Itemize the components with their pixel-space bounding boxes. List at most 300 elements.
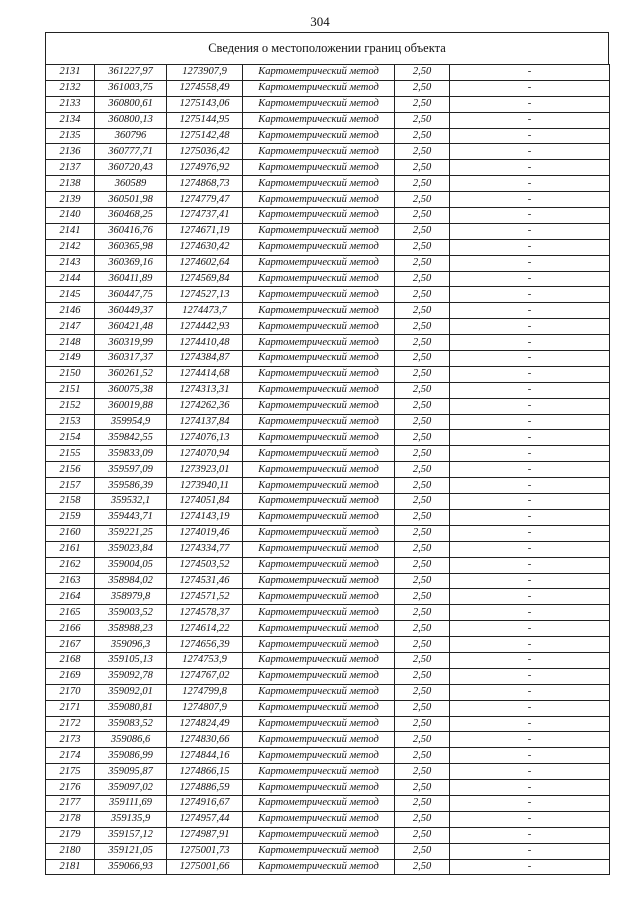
table-row <box>46 414 610 430</box>
method-cell: Картометрический метод <box>243 65 395 81</box>
method-cell: Картометрический метод <box>243 621 395 637</box>
y-coordinate-cell: 1274503,52 <box>167 557 243 573</box>
method-cell: Картометрический метод <box>243 319 395 335</box>
description-cell: - <box>450 716 610 732</box>
x-coordinate-cell: 361227,97 <box>95 65 167 81</box>
x-coordinate-cell: 359842,55 <box>95 430 167 446</box>
y-coordinate-cell: 1274051,84 <box>167 494 243 510</box>
method-cell: Картометрический метод <box>243 160 395 176</box>
table-row <box>46 430 610 446</box>
accuracy-cell: 2,50 <box>395 128 450 144</box>
table-row <box>46 827 610 843</box>
accuracy-cell: 2,50 <box>395 319 450 335</box>
table-row <box>46 398 610 414</box>
point-number-cell: 2175 <box>46 764 95 780</box>
y-coordinate-cell: 1273940,11 <box>167 478 243 494</box>
x-coordinate-cell: 360777,71 <box>95 144 167 160</box>
accuracy-cell: 2,50 <box>395 700 450 716</box>
x-coordinate-cell: 359833,09 <box>95 446 167 462</box>
x-coordinate-cell: 359111,69 <box>95 795 167 811</box>
y-coordinate-cell: 1274569,84 <box>167 271 243 287</box>
description-cell: - <box>450 795 610 811</box>
y-coordinate-cell: 1275001,73 <box>167 843 243 859</box>
accuracy-cell: 2,50 <box>395 478 450 494</box>
description-cell: - <box>450 382 610 398</box>
x-coordinate-cell: 361003,75 <box>95 80 167 96</box>
x-coordinate-cell: 360261,52 <box>95 366 167 382</box>
accuracy-cell: 2,50 <box>395 65 450 81</box>
method-cell: Картометрический метод <box>243 192 395 208</box>
description-cell: - <box>450 96 610 112</box>
y-coordinate-cell: 1274602,64 <box>167 255 243 271</box>
x-coordinate-cell: 359586,39 <box>95 478 167 494</box>
table-row <box>46 557 610 573</box>
point-number-cell: 2170 <box>46 684 95 700</box>
method-cell: Картометрический метод <box>243 398 395 414</box>
x-coordinate-cell: 359004,05 <box>95 557 167 573</box>
y-coordinate-cell: 1274799,8 <box>167 684 243 700</box>
y-coordinate-cell: 1274410,48 <box>167 335 243 351</box>
point-number-cell: 2134 <box>46 112 95 128</box>
method-cell: Картометрический метод <box>243 700 395 716</box>
point-number-cell: 2172 <box>46 716 95 732</box>
table-row <box>46 684 610 700</box>
method-cell: Картометрический метод <box>243 223 395 239</box>
x-coordinate-cell: 359092,01 <box>95 684 167 700</box>
y-coordinate-cell: 1274779,47 <box>167 192 243 208</box>
description-cell: - <box>450 319 610 335</box>
x-coordinate-cell: 358988,23 <box>95 621 167 637</box>
y-coordinate-cell: 1274558,49 <box>167 80 243 96</box>
description-cell: - <box>450 573 610 589</box>
x-coordinate-cell: 360019,88 <box>95 398 167 414</box>
point-number-cell: 2150 <box>46 366 95 382</box>
description-cell: - <box>450 811 610 827</box>
method-cell: Картометрический метод <box>243 382 395 398</box>
accuracy-cell: 2,50 <box>395 652 450 668</box>
y-coordinate-cell: 1274070,94 <box>167 446 243 462</box>
table-row <box>46 478 610 494</box>
y-coordinate-cell: 1273907,9 <box>167 65 243 81</box>
table-row <box>46 271 610 287</box>
description-cell: - <box>450 652 610 668</box>
accuracy-cell: 2,50 <box>395 668 450 684</box>
y-coordinate-cell: 1274019,46 <box>167 525 243 541</box>
x-coordinate-cell: 360449,37 <box>95 303 167 319</box>
description-cell: - <box>450 398 610 414</box>
point-number-cell: 2166 <box>46 621 95 637</box>
point-number-cell: 2153 <box>46 414 95 430</box>
y-coordinate-cell: 1274414,68 <box>167 366 243 382</box>
y-coordinate-cell: 1274143,19 <box>167 509 243 525</box>
coordinates-table <box>45 64 610 875</box>
y-coordinate-cell: 1274866,15 <box>167 764 243 780</box>
method-cell: Картометрический метод <box>243 748 395 764</box>
accuracy-cell: 2,50 <box>395 637 450 653</box>
method-cell: Картометрический метод <box>243 478 395 494</box>
x-coordinate-cell: 359532,1 <box>95 494 167 510</box>
method-cell: Картометрический метод <box>243 414 395 430</box>
x-coordinate-cell: 360447,75 <box>95 287 167 303</box>
point-number-cell: 2131 <box>46 65 95 81</box>
table-row <box>46 780 610 796</box>
y-coordinate-cell: 1275143,06 <box>167 96 243 112</box>
y-coordinate-cell: 1274916,67 <box>167 795 243 811</box>
description-cell: - <box>450 541 610 557</box>
accuracy-cell: 2,50 <box>395 112 450 128</box>
point-number-cell: 2143 <box>46 255 95 271</box>
accuracy-cell: 2,50 <box>395 589 450 605</box>
x-coordinate-cell: 359066,93 <box>95 859 167 875</box>
accuracy-cell: 2,50 <box>395 192 450 208</box>
y-coordinate-cell: 1274442,93 <box>167 319 243 335</box>
y-coordinate-cell: 1274262,36 <box>167 398 243 414</box>
method-cell: Картометрический метод <box>243 573 395 589</box>
description-cell: - <box>450 446 610 462</box>
x-coordinate-cell: 359135,9 <box>95 811 167 827</box>
accuracy-cell: 2,50 <box>395 525 450 541</box>
x-coordinate-cell: 358979,8 <box>95 589 167 605</box>
point-number-cell: 2149 <box>46 351 95 367</box>
accuracy-cell: 2,50 <box>395 96 450 112</box>
point-number-cell: 2146 <box>46 303 95 319</box>
y-coordinate-cell: 1274076,13 <box>167 430 243 446</box>
table-row <box>46 287 610 303</box>
y-coordinate-cell: 1274571,52 <box>167 589 243 605</box>
description-cell: - <box>450 589 610 605</box>
accuracy-cell: 2,50 <box>395 144 450 160</box>
table-row <box>46 541 610 557</box>
y-coordinate-cell: 1275036,42 <box>167 144 243 160</box>
table-row <box>46 192 610 208</box>
y-coordinate-cell: 1275001,66 <box>167 859 243 875</box>
accuracy-cell: 2,50 <box>395 557 450 573</box>
method-cell: Картометрический метод <box>243 176 395 192</box>
description-cell: - <box>450 80 610 96</box>
method-cell: Картометрический метод <box>243 208 395 224</box>
point-number-cell: 2136 <box>46 144 95 160</box>
point-number-cell: 2147 <box>46 319 95 335</box>
x-coordinate-cell: 360369,16 <box>95 255 167 271</box>
accuracy-cell: 2,50 <box>395 223 450 239</box>
x-coordinate-cell: 359097,02 <box>95 780 167 796</box>
x-coordinate-cell: 360416,76 <box>95 223 167 239</box>
table-row <box>46 605 610 621</box>
method-cell: Картометрический метод <box>243 716 395 732</box>
point-number-cell: 2169 <box>46 668 95 684</box>
table-row <box>46 525 610 541</box>
point-number-cell: 2177 <box>46 795 95 811</box>
y-coordinate-cell: 1274313,31 <box>167 382 243 398</box>
description-cell: - <box>450 176 610 192</box>
description-cell: - <box>450 65 610 81</box>
table-row <box>46 509 610 525</box>
method-cell: Картометрический метод <box>243 843 395 859</box>
description-cell: - <box>450 668 610 684</box>
x-coordinate-cell: 359092,78 <box>95 668 167 684</box>
method-cell: Картометрический метод <box>243 271 395 287</box>
x-coordinate-cell: 360365,98 <box>95 239 167 255</box>
table-row <box>46 494 610 510</box>
table-row <box>46 637 610 653</box>
point-number-cell: 2139 <box>46 192 95 208</box>
x-coordinate-cell: 359086,6 <box>95 732 167 748</box>
table-row <box>46 160 610 176</box>
method-cell: Картометрический метод <box>243 144 395 160</box>
method-cell: Картометрический метод <box>243 637 395 653</box>
x-coordinate-cell: 359157,12 <box>95 827 167 843</box>
description-cell: - <box>450 287 610 303</box>
point-number-cell: 2156 <box>46 462 95 478</box>
table-row <box>46 589 610 605</box>
point-number-cell: 2152 <box>46 398 95 414</box>
point-number-cell: 2137 <box>46 160 95 176</box>
accuracy-cell: 2,50 <box>395 366 450 382</box>
table-row <box>46 573 610 589</box>
x-coordinate-cell: 360317,37 <box>95 351 167 367</box>
y-coordinate-cell: 1274614,22 <box>167 621 243 637</box>
accuracy-cell: 2,50 <box>395 303 450 319</box>
y-coordinate-cell: 1274844,16 <box>167 748 243 764</box>
accuracy-cell: 2,50 <box>395 446 450 462</box>
method-cell: Картометрический метод <box>243 557 395 573</box>
y-coordinate-cell: 1274137,84 <box>167 414 243 430</box>
description-cell: - <box>450 462 610 478</box>
description-cell: - <box>450 128 610 144</box>
point-number-cell: 2145 <box>46 287 95 303</box>
point-number-cell: 2165 <box>46 605 95 621</box>
point-number-cell: 2158 <box>46 494 95 510</box>
description-cell: - <box>450 684 610 700</box>
description-cell: - <box>450 621 610 637</box>
y-coordinate-cell: 1274753,9 <box>167 652 243 668</box>
x-coordinate-cell: 359083,52 <box>95 716 167 732</box>
method-cell: Картометрический метод <box>243 303 395 319</box>
method-cell: Картометрический метод <box>243 732 395 748</box>
point-number-cell: 2168 <box>46 652 95 668</box>
accuracy-cell: 2,50 <box>395 462 450 478</box>
accuracy-cell: 2,50 <box>395 208 450 224</box>
method-cell: Картометрический метод <box>243 494 395 510</box>
point-number-cell: 2133 <box>46 96 95 112</box>
description-cell: - <box>450 160 610 176</box>
description-cell: - <box>450 732 610 748</box>
description-cell: - <box>450 351 610 367</box>
accuracy-cell: 2,50 <box>395 732 450 748</box>
x-coordinate-cell: 359003,52 <box>95 605 167 621</box>
description-cell: - <box>450 859 610 875</box>
y-coordinate-cell: 1274767,02 <box>167 668 243 684</box>
point-number-cell: 2164 <box>46 589 95 605</box>
method-cell: Картометрический метод <box>243 684 395 700</box>
x-coordinate-cell: 359597,09 <box>95 462 167 478</box>
point-number-cell: 2141 <box>46 223 95 239</box>
method-cell: Картометрический метод <box>243 351 395 367</box>
accuracy-cell: 2,50 <box>395 605 450 621</box>
y-coordinate-cell: 1274531,46 <box>167 573 243 589</box>
table-row <box>46 764 610 780</box>
table-row <box>46 859 610 875</box>
description-cell: - <box>450 509 610 525</box>
method-cell: Картометрический метод <box>243 366 395 382</box>
table-row <box>46 382 610 398</box>
table-row <box>46 811 610 827</box>
y-coordinate-cell: 1274868,73 <box>167 176 243 192</box>
table-row <box>46 128 610 144</box>
table-row <box>46 144 610 160</box>
table-row <box>46 335 610 351</box>
method-cell: Картометрический метод <box>243 239 395 255</box>
coordinates-table-body <box>46 65 610 875</box>
y-coordinate-cell: 1274578,37 <box>167 605 243 621</box>
method-cell: Картометрический метод <box>243 525 395 541</box>
table-row <box>46 351 610 367</box>
accuracy-cell: 2,50 <box>395 716 450 732</box>
method-cell: Картометрический метод <box>243 430 395 446</box>
accuracy-cell: 2,50 <box>395 780 450 796</box>
table-row <box>46 319 610 335</box>
accuracy-cell: 2,50 <box>395 255 450 271</box>
point-number-cell: 2157 <box>46 478 95 494</box>
table-row <box>46 795 610 811</box>
accuracy-cell: 2,50 <box>395 509 450 525</box>
x-coordinate-cell: 360411,89 <box>95 271 167 287</box>
x-coordinate-cell: 360800,13 <box>95 112 167 128</box>
y-coordinate-cell: 1274737,41 <box>167 208 243 224</box>
method-cell: Картометрический метод <box>243 509 395 525</box>
description-cell: - <box>450 843 610 859</box>
description-cell: - <box>450 223 610 239</box>
point-number-cell: 2142 <box>46 239 95 255</box>
method-cell: Картометрический метод <box>243 80 395 96</box>
method-cell: Картометрический метод <box>243 811 395 827</box>
point-number-cell: 2179 <box>46 827 95 843</box>
y-coordinate-cell: 1274957,44 <box>167 811 243 827</box>
x-coordinate-cell: 358984,02 <box>95 573 167 589</box>
accuracy-cell: 2,50 <box>395 80 450 96</box>
accuracy-cell: 2,50 <box>395 335 450 351</box>
method-cell: Картометрический метод <box>243 335 395 351</box>
point-number-cell: 2174 <box>46 748 95 764</box>
accuracy-cell: 2,50 <box>395 795 450 811</box>
table-row <box>46 366 610 382</box>
page-number: 304 <box>310 14 330 29</box>
accuracy-cell: 2,50 <box>395 859 450 875</box>
point-number-cell: 2178 <box>46 811 95 827</box>
table-row <box>46 176 610 192</box>
description-cell: - <box>450 430 610 446</box>
point-number-cell: 2144 <box>46 271 95 287</box>
method-cell: Картометрический метод <box>243 605 395 621</box>
accuracy-cell: 2,50 <box>395 748 450 764</box>
table-row <box>46 668 610 684</box>
table-row <box>46 748 610 764</box>
table-row <box>46 239 610 255</box>
point-number-cell: 2135 <box>46 128 95 144</box>
description-cell: - <box>450 192 610 208</box>
x-coordinate-cell: 359121,05 <box>95 843 167 859</box>
accuracy-cell: 2,50 <box>395 287 450 303</box>
accuracy-cell: 2,50 <box>395 843 450 859</box>
x-coordinate-cell: 360589 <box>95 176 167 192</box>
accuracy-cell: 2,50 <box>395 398 450 414</box>
point-number-cell: 2148 <box>46 335 95 351</box>
method-cell: Картометрический метод <box>243 462 395 478</box>
method-cell: Картометрический метод <box>243 795 395 811</box>
method-cell: Картометрический метод <box>243 589 395 605</box>
accuracy-cell: 2,50 <box>395 430 450 446</box>
point-number-cell: 2138 <box>46 176 95 192</box>
method-cell: Картометрический метод <box>243 96 395 112</box>
table-row <box>46 65 610 81</box>
point-number-cell: 2171 <box>46 700 95 716</box>
description-cell: - <box>450 271 610 287</box>
x-coordinate-cell: 360800,61 <box>95 96 167 112</box>
method-cell: Картометрический метод <box>243 128 395 144</box>
point-number-cell: 2155 <box>46 446 95 462</box>
accuracy-cell: 2,50 <box>395 414 450 430</box>
point-number-cell: 2173 <box>46 732 95 748</box>
description-cell: - <box>450 255 610 271</box>
point-number-cell: 2154 <box>46 430 95 446</box>
x-coordinate-cell: 359096,3 <box>95 637 167 653</box>
point-number-cell: 2159 <box>46 509 95 525</box>
method-cell: Картометрический метод <box>243 541 395 557</box>
y-coordinate-cell: 1274384,87 <box>167 351 243 367</box>
accuracy-cell: 2,50 <box>395 573 450 589</box>
description-cell: - <box>450 780 610 796</box>
x-coordinate-cell: 360421,48 <box>95 319 167 335</box>
point-number-cell: 2180 <box>46 843 95 859</box>
table-row <box>46 80 610 96</box>
description-cell: - <box>450 478 610 494</box>
accuracy-cell: 2,50 <box>395 811 450 827</box>
x-coordinate-cell: 360501,98 <box>95 192 167 208</box>
description-cell: - <box>450 700 610 716</box>
y-coordinate-cell: 1274976,92 <box>167 160 243 176</box>
table-row <box>46 462 610 478</box>
x-coordinate-cell: 359086,99 <box>95 748 167 764</box>
description-cell: - <box>450 414 610 430</box>
table-row <box>46 700 610 716</box>
description-cell: - <box>450 335 610 351</box>
x-coordinate-cell: 360319,99 <box>95 335 167 351</box>
x-coordinate-cell: 359221,25 <box>95 525 167 541</box>
point-number-cell: 2140 <box>46 208 95 224</box>
description-cell: - <box>450 494 610 510</box>
accuracy-cell: 2,50 <box>395 382 450 398</box>
description-cell: - <box>450 637 610 653</box>
point-number-cell: 2161 <box>46 541 95 557</box>
table-header-frame <box>45 32 609 64</box>
accuracy-cell: 2,50 <box>395 351 450 367</box>
point-number-cell: 2132 <box>46 80 95 96</box>
x-coordinate-cell: 360796 <box>95 128 167 144</box>
table-row <box>46 843 610 859</box>
y-coordinate-cell: 1274527,13 <box>167 287 243 303</box>
table-row <box>46 732 610 748</box>
table-row <box>46 621 610 637</box>
method-cell: Картометрический метод <box>243 827 395 843</box>
accuracy-cell: 2,50 <box>395 764 450 780</box>
method-cell: Картометрический метод <box>243 255 395 271</box>
table-row <box>46 208 610 224</box>
description-cell: - <box>450 144 610 160</box>
y-coordinate-cell: 1274671,19 <box>167 223 243 239</box>
method-cell: Картометрический метод <box>243 764 395 780</box>
y-coordinate-cell: 1275142,48 <box>167 128 243 144</box>
y-coordinate-cell: 1274473,7 <box>167 303 243 319</box>
